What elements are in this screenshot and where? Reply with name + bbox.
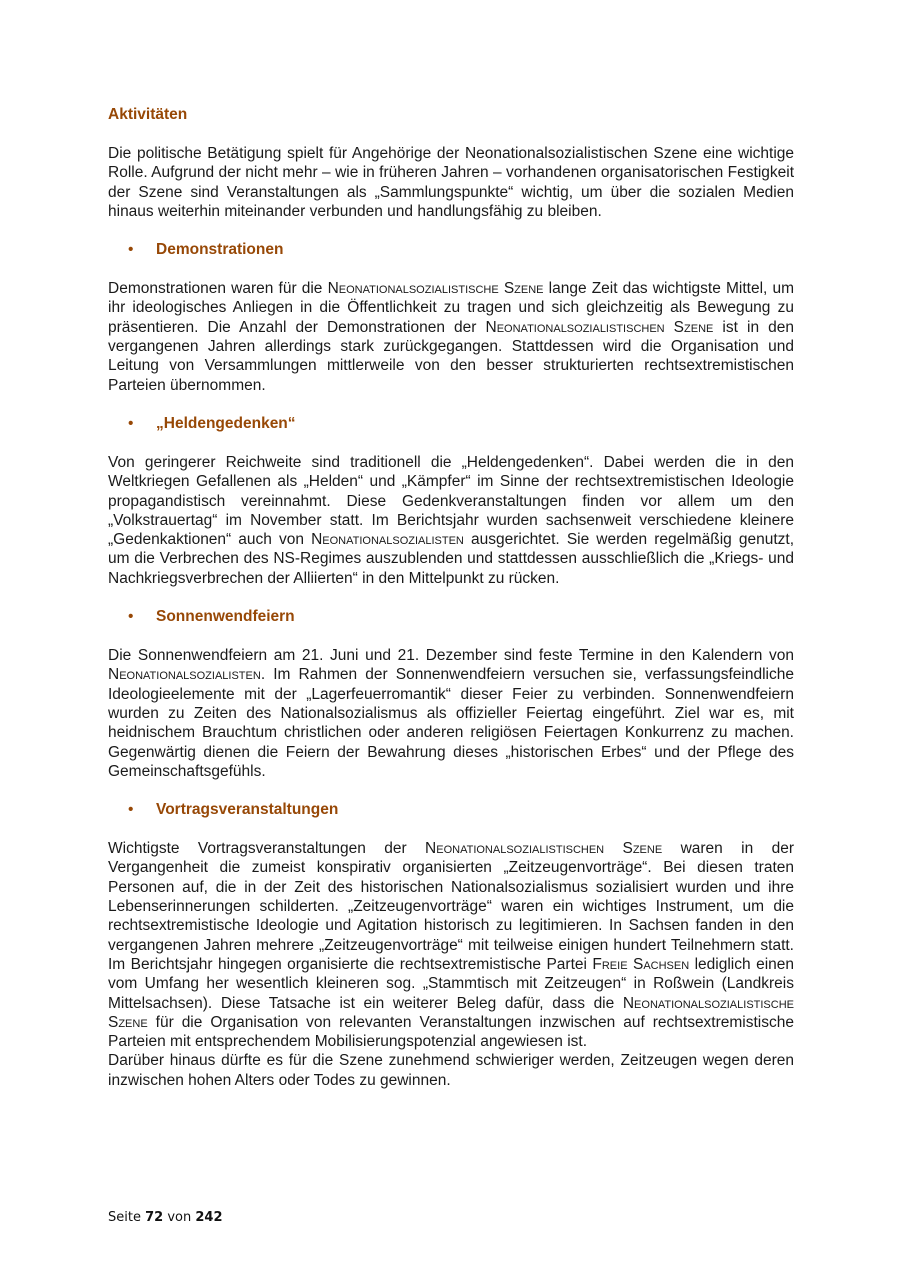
paragraph-demonstrationen: Demonstrationen waren für die Neonationalsozialistische Szene lange Zeit das wichtigste Mittel, um ihr ideologisches Anliegen in die Öffentlichkeit zu tragen und sich gleichzeitig als Bewegung zu präsentieren. Die Anzahl der Demonstrationen der Neonationalsozialistischen Szene ist in den vergangenen Jahren allerdings stark zurückgegangen. Stattdessen wird die Organisation und Leitung von Versammlungen mittlerweile von den besser strukturierten rechtsextremistischen Parteien übernommen. [108,280,794,394]
bullet-icon: • [128,241,134,259]
bullet-icon: • [128,608,134,626]
bullet-icon: • [128,414,134,432]
page-number: 72 [145,1210,164,1225]
heading-sonnenwendfeiern: • Sonnenwendfeiern [128,608,295,626]
heading-demonstrationen: • Demonstrationen [128,241,284,259]
paragraph-sonnenwendfeiern: Die Sonnenwendfeiern am 21. Juni und 21. Dezember sind feste Termine in den Kalendern von Neonationalsozialisten. Im Rahmen der Sonnenwendfeiern versuchen sie, verfassungsfeindliche Ideologieelemente mit der „Lagerfeuerromantik“ dieser Feier zu verbinden. Sonnenwendfeiern wurden zu Zeiten des Nationalsozialismus als offizieller Feiertag eingeführt. Ziel war es, mit heidnischem Brauchtum christlichen oder anderen religiösen Feiertagen Konkurrenz zu machen. Gegenwärtig dienen die Feiern der Bewahrung dieses „historischen Erbes“ und der Pflege des Gemeinschaftsgefühls. [108,647,794,780]
heading-vortragsveranstaltungen: • Vortragsveranstaltungen [128,801,339,819]
paragraph-closing: Darüber hinaus dürfte es für die Szene zunehmend schwieriger werden, Zeitzeugen wegen deren inzwischen hohen Alters oder Todes zu gewinnen. [108,1052,794,1089]
page-title: Aktivitäten [108,106,188,123]
bullet-icon: • [128,801,134,819]
paragraph-heldengedenken: Von geringerer Reichweite sind traditionell die „Heldengedenken“. Dabei werden die in den Weltkriegen Gefallenen als „Helden“ und „Kämpfer“ im Sinne der rechtsextremistischen Ideologie propagandistisch vereinnahmt. Diese Gedenkveranstaltungen finden vor allem um den „Volkstrauertag“ im November statt. Im Berichtsjahr wurden sachsenweit verschiedene kleinere „Gedenkaktionen“ auch von Neonationalsozialisten ausgerichtet. Sie werden regelmäßig genutzt, um die Verbrechen des NS-Regimes auszublenden und stattdessen ausschließlich die „Kriegs- und Nachkriegsverbrechen der Alliierten“ in den Mittelpunkt zu rücken. [108,453,794,587]
document-body [108,106,794,1090]
paragraph-vortragsveranstaltungen: Wichtigste Vortragsveranstaltungen der Neonationalsozialistischen Szene waren in der Vergangenheit die zumeist konspirativ organisierten „Zeitzeugenvorträge“. Bei diesen traten Personen auf, die in der Zeit des historischen Nationalsozialismus sozialisiert wurden und ihre Lebenserinnerungen schilderten. „Zeitzeugenvorträge“ waren ein wichtiges Instrument, um die rechtsextremistische Ideologie und Agitation historisch zu legitimieren. In Sachsen fanden in den vergangenen Jahren mehrere „Zeitzeugenvorträge“ mit teilweise einigen hundert Teilnehmern statt. Im Berichtsjahr hingegen organisierte die rechtsextremistische Partei Freie Sachsen lediglich einen vom Umfang her wesentlich kleineren sog. „Stammtisch mit Zeitzeugen“ in Roßwein (Landkreis Mittelsachsen). Diese Tatsache ist ein weiterer Beleg dafür, dass die Neonationalsozialistische Szene für die Organisation von relevanten Veranstaltungen inzwischen auf rechtsextremistische Parteien mit entsprechendem Mobilisierungspotenzial angewiesen ist. [108,840,794,1051]
heading-heldengedenken: • „Heldengedenken“ [128,414,296,432]
intro-paragraph: Die politische Betätigung spielt für Angehörige der Neonationalsozialistischen Szene eine wichtige Rolle. Aufgrund der nicht mehr – wie in früheren Jahren – vorhandenen organisatorischen Festigkeit der Szene sind Veranstaltungen als „Sammlungspunkte“ wichtig, um über die sozialen Medien hinaus weiterhin miteinander verbunden und handlungsfähig zu bleiben. [108,145,794,220]
page-total: 242 [195,1210,223,1225]
page-footer: Seite 72 von 242 [108,1210,223,1225]
